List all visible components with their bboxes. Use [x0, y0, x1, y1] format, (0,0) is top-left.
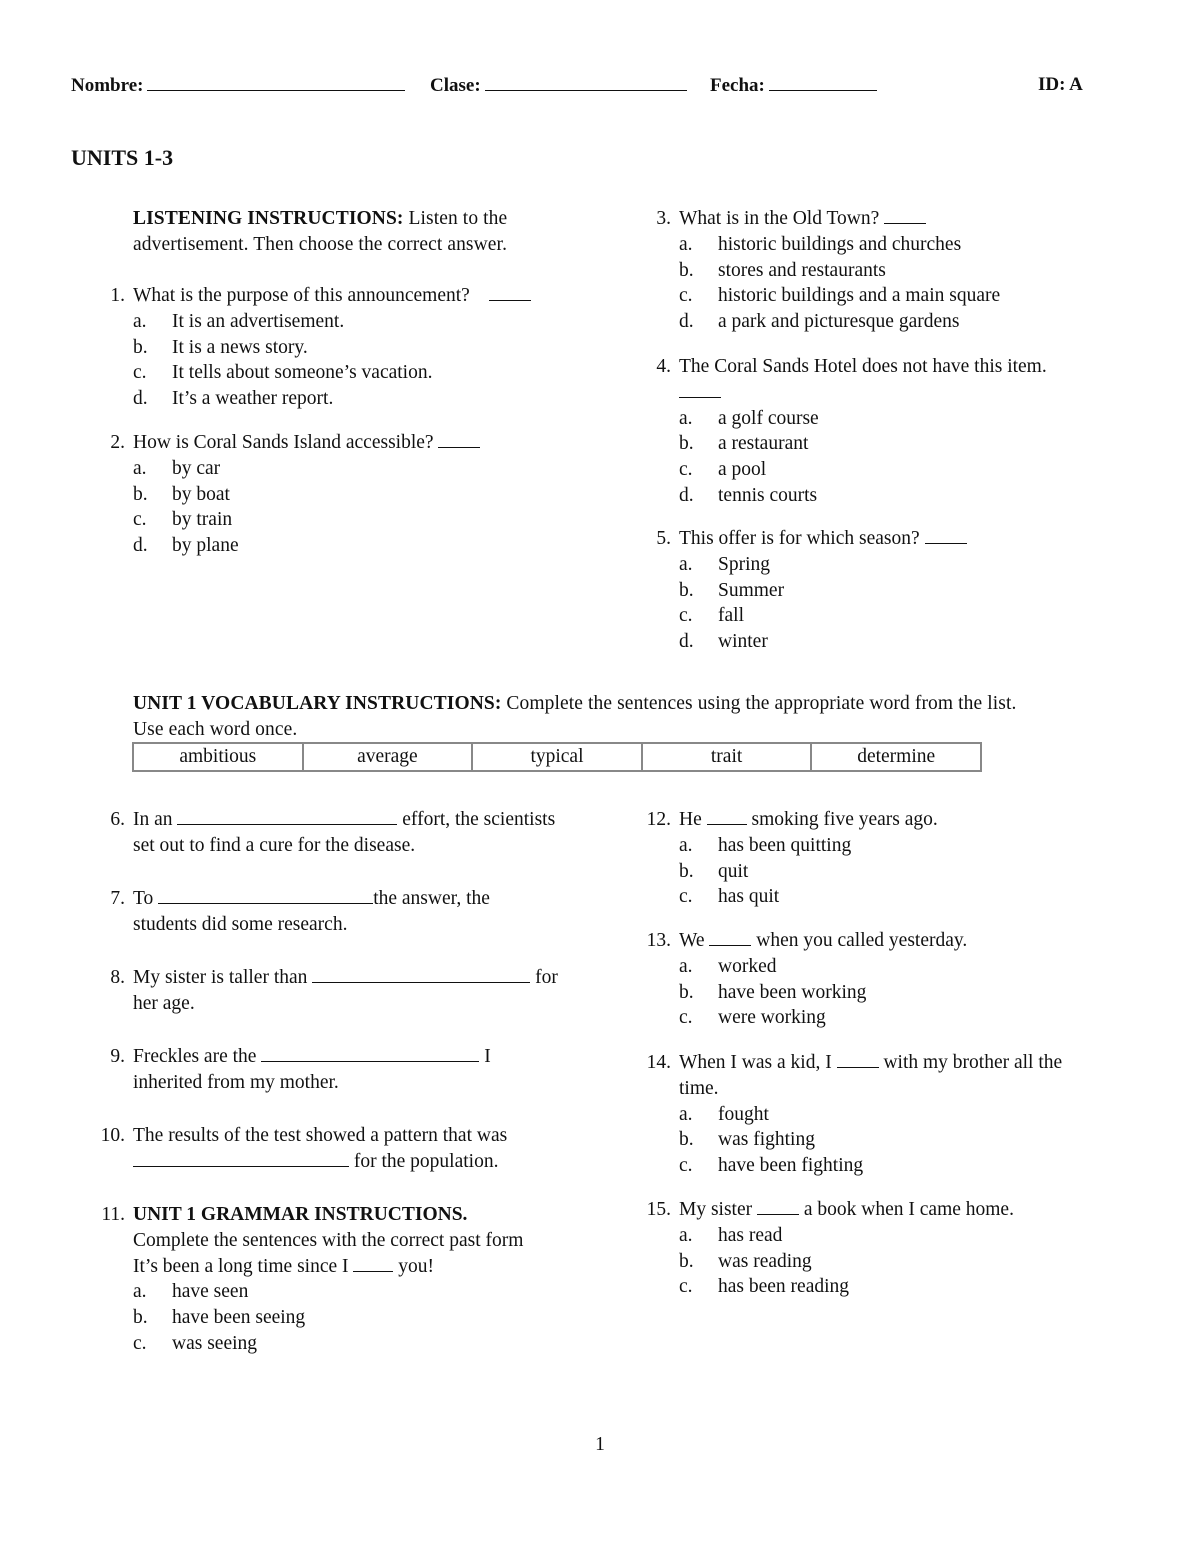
vocab-text-2: Use each word once. — [133, 718, 298, 740]
option[interactable]: c. fall — [679, 605, 744, 627]
word-bank-item: trait — [643, 744, 813, 770]
option[interactable]: b. have been working — [679, 981, 867, 1003]
question-number: 7. — [110, 888, 125, 909]
option[interactable]: b. was reading — [679, 1250, 812, 1272]
option[interactable]: c. was seeing — [133, 1332, 258, 1354]
nombre-line[interactable] — [147, 74, 405, 91]
option[interactable]: a. fought — [679, 1103, 769, 1125]
answer-blank[interactable] — [709, 929, 751, 946]
option[interactable]: b. quit — [679, 860, 749, 882]
sentence-part: My sister is taller than — [133, 967, 313, 988]
listening-text-1: Listen to the — [403, 208, 508, 229]
sentence-part: He — [679, 809, 707, 830]
option[interactable]: a. has been quitting — [679, 834, 852, 856]
word-bank — [132, 742, 982, 772]
sentence-part: In an — [133, 809, 178, 830]
listening-instructions — [133, 206, 507, 258]
sentence-part: the answer, the — [373, 888, 490, 909]
answer-blank[interactable] — [312, 966, 530, 983]
question-3 — [656, 206, 1129, 335]
sentence-part: We — [679, 930, 710, 951]
question-stem: The Coral Sands Hotel does not have this item. — [679, 356, 1047, 377]
sentence-part: The results of the test showed a pattern that was — [133, 1125, 508, 1146]
option[interactable]: c. by train — [133, 509, 233, 531]
question-15 — [646, 1197, 1129, 1300]
sentence-part: students did some research. — [133, 913, 348, 935]
sentence-part: To — [133, 888, 159, 909]
option[interactable]: a. Spring — [679, 553, 771, 575]
clase-line[interactable] — [485, 74, 687, 91]
question-7 — [110, 886, 603, 938]
sentence-part: for the population. — [349, 1150, 499, 1172]
question-number: 15. — [646, 1199, 671, 1220]
option[interactable]: c. a pool — [679, 459, 767, 481]
question-number: 3. — [656, 208, 671, 229]
option[interactable]: d. by plane — [133, 535, 239, 557]
question-number: 5. — [656, 528, 671, 549]
answer-blank[interactable] — [884, 207, 926, 224]
answer-blank[interactable] — [489, 284, 531, 301]
question-number: 11. — [101, 1204, 125, 1225]
clase-field — [430, 74, 687, 97]
sentence-part: effort, the scientists — [397, 809, 556, 830]
option[interactable]: a. a golf course — [679, 407, 819, 429]
question-number: 6. — [110, 809, 125, 830]
option[interactable]: c. have been fighting — [679, 1155, 864, 1177]
question-stem: How is Coral Sands Island accessible? — [133, 432, 439, 453]
sentence-part: set out to find a cure for the disease. — [133, 834, 416, 856]
sentence-part: It’s been a long time since I — [133, 1255, 354, 1277]
question-number: 9. — [110, 1046, 125, 1067]
question-10 — [100, 1123, 603, 1175]
sentence-part: When I was a kid, I — [679, 1052, 837, 1073]
fecha-label: Fecha: — [710, 75, 765, 96]
answer-blank[interactable] — [261, 1045, 479, 1062]
word-bank-item: average — [304, 744, 474, 770]
fecha-line[interactable] — [769, 74, 877, 91]
word-bank-item: determine — [857, 746, 936, 767]
option[interactable]: a. have seen — [133, 1281, 249, 1303]
question-11 — [101, 1202, 603, 1357]
sentence-part: for — [530, 967, 558, 988]
sentence-part: I — [479, 1046, 491, 1067]
answer-blank[interactable] — [707, 808, 747, 825]
option[interactable]: b. have been seeing — [133, 1307, 306, 1329]
question-9 — [110, 1044, 603, 1096]
sentence-part: her age. — [133, 992, 195, 1014]
question-stem: What is the purpose of this announcement? — [133, 285, 475, 306]
question-number: 2. — [110, 432, 125, 453]
answer-blank[interactable] — [679, 381, 721, 398]
answer-blank[interactable] — [925, 527, 967, 544]
nombre-field — [71, 74, 405, 97]
question-14 — [646, 1050, 1129, 1179]
question-2 — [110, 430, 603, 559]
vocab-instructions — [133, 691, 1016, 743]
question-5 — [656, 526, 1129, 655]
sentence-part: smoking five years ago. — [746, 809, 938, 830]
option[interactable]: d. It’s a weather report. — [133, 388, 334, 410]
answer-blank[interactable] — [353, 1255, 393, 1272]
id-label: ID: A — [1038, 74, 1083, 95]
fecha-field — [710, 74, 877, 97]
word-bank-item: ambitious — [134, 744, 304, 770]
option[interactable]: a. worked — [679, 955, 777, 977]
option[interactable]: d. tennis courts — [679, 484, 818, 506]
option[interactable]: b. was fighting — [679, 1129, 815, 1151]
question-number: 12. — [646, 809, 671, 830]
question-13 — [646, 928, 1129, 1031]
sentence-part: My sister — [679, 1199, 757, 1220]
answer-blank[interactable] — [438, 431, 480, 448]
word-bank-item: typical — [473, 744, 643, 770]
grammar-heading: UNIT 1 GRAMMAR INSTRUCTIONS. — [133, 1204, 468, 1225]
page-title: UNITS 1-3 — [71, 145, 174, 170]
nombre-label: Nombre: — [71, 75, 144, 96]
sentence-part: you! — [393, 1255, 435, 1277]
question-number: 8. — [110, 967, 125, 988]
question-number: 4. — [656, 356, 671, 377]
option[interactable]: a. historic buildings and churches — [679, 233, 962, 255]
answer-blank[interactable] — [177, 808, 397, 825]
option[interactable]: d. winter — [679, 631, 768, 653]
option[interactable]: b. by boat — [133, 483, 230, 505]
vocab-heading: UNIT 1 VOCABULARY INSTRUCTIONS: — [133, 693, 502, 714]
vocab-text-1: Complete the sentences using the appropriate word from the list. — [501, 693, 1017, 714]
option[interactable]: c. historic buildings and a main square — [679, 285, 1001, 307]
option[interactable]: b. Summer — [679, 579, 785, 601]
clase-label: Clase: — [430, 75, 481, 96]
option[interactable]: c. has quit — [679, 886, 780, 908]
question-12 — [646, 807, 1129, 910]
listening-text-2: advertisement. Then choose the correct answer. — [133, 233, 508, 255]
option[interactable]: a. It is an advertisement. — [133, 310, 345, 332]
option[interactable]: d. a park and picturesque gardens — [679, 311, 960, 333]
sentence-part: time. — [679, 1077, 719, 1099]
answer-blank[interactable] — [837, 1051, 879, 1068]
option[interactable]: b. stores and restaurants — [679, 259, 886, 281]
option[interactable]: c. It tells about someone’s vacation. — [133, 362, 433, 384]
option[interactable]: b. a restaurant — [679, 433, 809, 455]
answer-blank[interactable] — [158, 887, 373, 904]
question-number: 13. — [646, 930, 671, 951]
option[interactable]: c. has been reading — [679, 1276, 850, 1298]
sentence-part: with my brother all the — [878, 1052, 1063, 1073]
grammar-instructions: Complete the sentences with the correct past form — [133, 1229, 524, 1251]
option[interactable]: c. were working — [679, 1007, 826, 1029]
sentence-part: Freckles are the — [133, 1046, 262, 1067]
page-number: 1 — [595, 1434, 605, 1455]
question-stem: What is in the Old Town? — [679, 208, 885, 229]
question-number: 1. — [110, 285, 125, 306]
answer-blank[interactable] — [757, 1198, 799, 1215]
answer-blank[interactable] — [133, 1150, 349, 1167]
question-6 — [110, 807, 603, 859]
question-1 — [110, 283, 603, 412]
sentence-part: a book when I came home. — [799, 1199, 1014, 1220]
question-8 — [110, 965, 603, 1017]
sentence-part: inherited from my mother. — [133, 1071, 339, 1093]
question-stem: This offer is for which season? — [679, 528, 925, 549]
option[interactable]: a. by car — [133, 457, 221, 479]
option[interactable]: b. It is a news story. — [133, 336, 308, 358]
option[interactable]: a. has read — [679, 1224, 783, 1246]
sentence-part: when you called yesterday. — [751, 930, 968, 951]
question-number: 14. — [646, 1052, 671, 1073]
listening-heading: LISTENING INSTRUCTIONS: — [133, 208, 404, 229]
question-number: 10. — [100, 1125, 125, 1146]
question-4 — [656, 354, 1129, 509]
